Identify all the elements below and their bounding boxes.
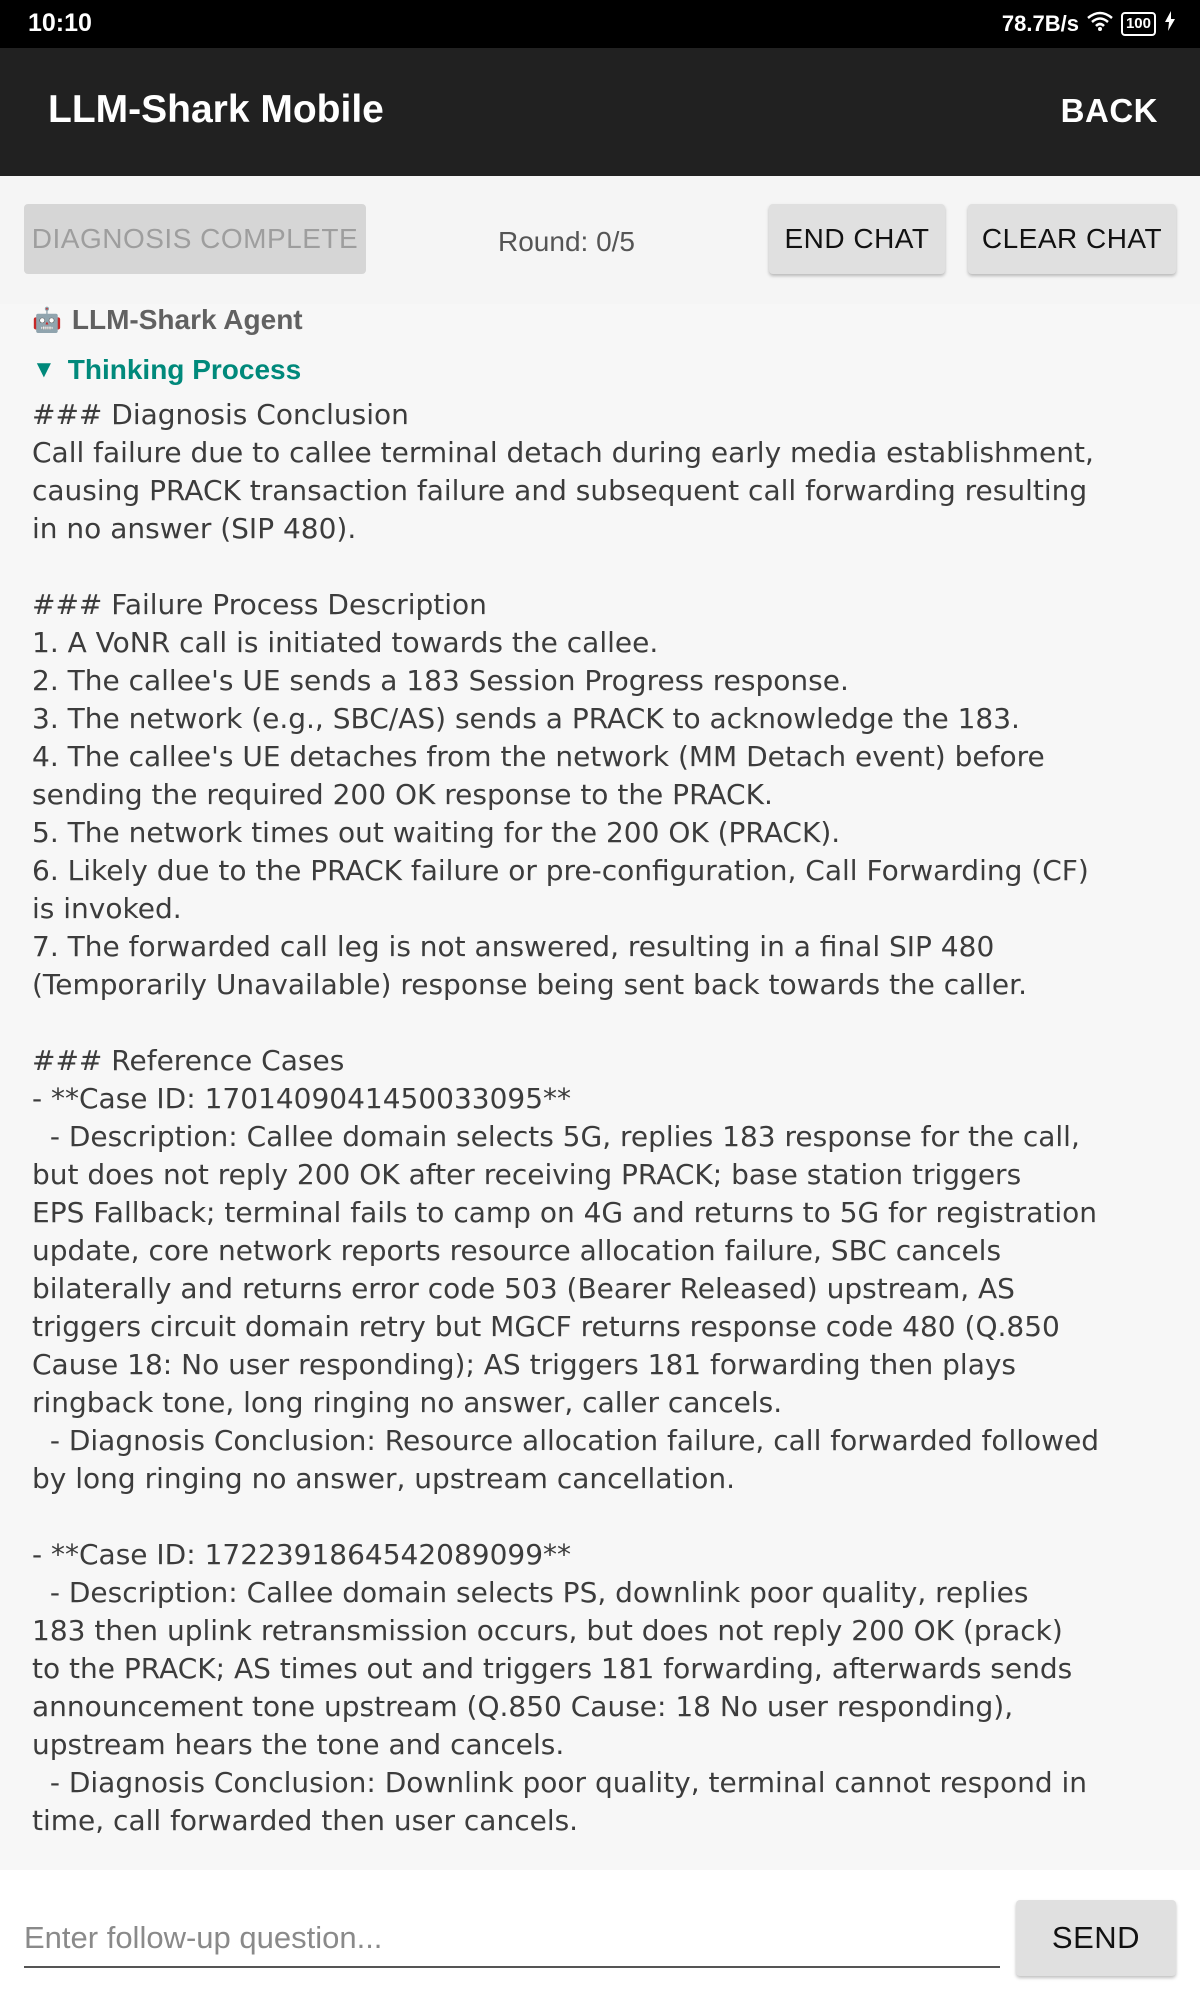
status-indicators bbox=[1002, 10, 1176, 38]
end-chat-button[interactable]: END CHAT bbox=[769, 204, 945, 274]
thinking-process-label: Thinking Process bbox=[67, 354, 302, 385]
chat-toolbar bbox=[0, 176, 1200, 304]
wifi-icon bbox=[1087, 10, 1113, 38]
status-bar bbox=[0, 0, 1200, 48]
network-speed: 78.7B/s bbox=[1001, 11, 1079, 36]
agent-header bbox=[32, 304, 303, 336]
round-counter: Round: 0/5 bbox=[498, 226, 635, 257]
chat-message-area[interactable] bbox=[0, 304, 1200, 1870]
agent-name: LLM-Shark Agent bbox=[71, 304, 303, 335]
back-button[interactable]: BACK bbox=[1060, 92, 1158, 129]
charging-bolt-icon bbox=[1164, 11, 1176, 37]
expand-triangle-icon: ▼ bbox=[32, 356, 56, 383]
follow-up-input[interactable] bbox=[24, 1910, 1000, 1968]
send-button[interactable]: SEND bbox=[1016, 1900, 1176, 1976]
diagnosis-message-text: ### Diagnosis Conclusion Call failure due to callee terminal detach during early media establishment, causing PRACK transaction failure and subsequent call forwarding resulting in no answer (SIP 480). ### Failure Process Description 1. A VoNR call is initiated towards the callee. 2. The callee's UE sends a 183 Session Progress response. 3. The network (e.g., SBC/AS) sends a PRACK to acknowledge the 183. 4. The callee's UE detaches from the network (MM Detach event) before sending the required 200 OK response to the PRACK. 5. The network times out waiting for the 200 OK (PRACK). 6. Likely due to the PRACK failure or pre-configuration, Call Forwarding (CF) is invoked. 7. The forwarded call leg is not answered, resulting in a final SIP 480 (Temporarily Unavailable) response being sent back towards the caller. ### Reference Cases - **Case ID: 1701409041450033095** - Description: Callee domain selects 5G, replies 183 response for the call, but does not reply 200 OK after receiving PRACK; base station triggers EPS Fallback; terminal fails to camp on 4G and returns to 5G for registration update, core network reports resource allocation failure, SBC cancels bilaterally and returns error code 503 (Bearer Released) upstream, AS triggers circuit domain retry but MGCF returns response code 480 (Q.850 Cause 18: No user responding); AS triggers 181 forwarding then plays ringback tone, long ringing no answer, caller cancels. - Diagnosis Conclusion: Resource allocation failure, call forwarded followed by long ringing no answer, upstream cancellation. - **Case ID: 1722391864542089099** - Description: Callee domain selects PS, downlink poor quality, replies 183 then uplink retransmission occurs, but does not reply 200 OK (prack) to the PRACK; AS times out and triggers 181 forwarding, afterwards sends announcement tone upstream (Q.850 Cause: 18 No user responding), upstream hears the tone and cancels. - Diagnosis Conclusion: Downlink poor quality, terminal cannot respond in time, call forwarded then user cancels. bbox=[32, 398, 1100, 1837]
diagnosis-complete-button: DIAGNOSIS COMPLETE bbox=[24, 204, 366, 274]
input-bar bbox=[0, 1870, 1200, 2000]
battery-icon: 100 bbox=[1121, 12, 1156, 36]
robot-icon: 🤖 bbox=[32, 306, 62, 334]
status-time: 10:10 bbox=[28, 9, 92, 37]
thinking-process-toggle[interactable] bbox=[32, 354, 301, 386]
clear-chat-button[interactable]: CLEAR CHAT bbox=[968, 204, 1176, 274]
app-bar bbox=[0, 48, 1200, 176]
app-title: LLM-Shark Mobile bbox=[48, 88, 384, 131]
